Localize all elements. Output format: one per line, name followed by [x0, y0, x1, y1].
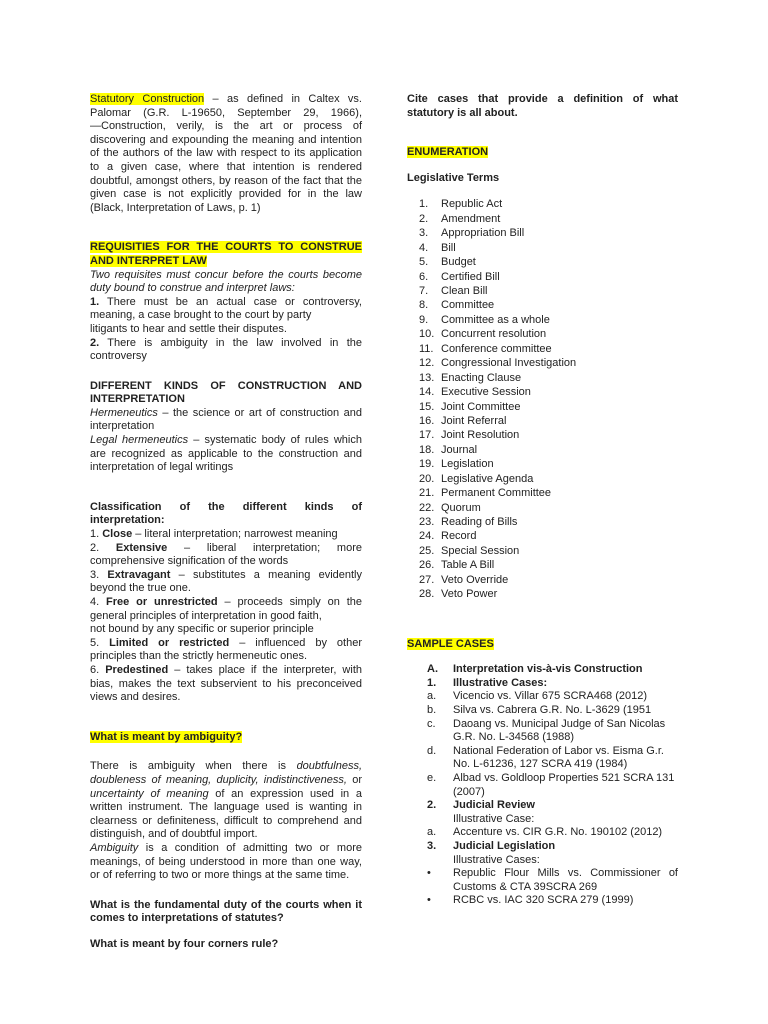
- class-6-def: – takes place if the interpreter, with bias, makes the text subservient to his preconceived views and desires.: [90, 663, 362, 704]
- sample-2-sub: Illustrative Case:: [453, 812, 535, 825]
- list-item-number: 10.: [419, 328, 435, 341]
- list-item-text: Reading of Bills: [441, 516, 518, 528]
- list-item-text: Amendment: [441, 212, 501, 225]
- class-4-def: – proceeds simply on the general principles of interpretation in good faith,: [90, 596, 362, 622]
- list-item: [407, 313, 678, 327]
- sample-1-text: Illustrative Cases:: [453, 676, 548, 689]
- list-item-text: Bill: [441, 241, 456, 254]
- enumeration-heading-text: ENUMERATION: [407, 146, 489, 159]
- list-item-number: 19.: [419, 458, 435, 471]
- class-3-num: 3.: [90, 568, 108, 581]
- ambiguity-term: Ambiguity: [90, 841, 139, 854]
- sample-1-mark: 1.: [427, 676, 437, 689]
- list-item: [407, 486, 678, 500]
- fundamental-duty-question: What is the fundamental duty of the courts when it comes to interpretations of statutes?: [90, 898, 362, 925]
- list-item-number: 22.: [419, 501, 435, 514]
- list-item-number: 16.: [419, 414, 435, 427]
- list-item: [407, 284, 678, 298]
- list-item-text: Clean Bill: [441, 285, 488, 297]
- class-6-num: 6.: [90, 663, 106, 676]
- class-2-def: – liberal interpretation; more comprehensive signification of the words: [90, 541, 362, 568]
- sample-2-text: Judicial Review: [453, 799, 535, 812]
- list-item: [407, 197, 678, 211]
- classification-item: [90, 528, 362, 542]
- list-item-number: 17.: [419, 429, 435, 442]
- class-5-term: Limited or restricted: [109, 636, 230, 649]
- list-item-number: 21.: [419, 487, 435, 500]
- list-item: [407, 255, 678, 269]
- list-item: [407, 443, 678, 457]
- list-item: [407, 472, 678, 486]
- list-item: [407, 515, 678, 529]
- list-item: [407, 385, 678, 399]
- requisites-intro: Two requisites must concur before the courts become duty bound to construe and interpret laws:: [90, 268, 362, 295]
- class-1-num: 1.: [90, 528, 103, 541]
- case-mark: c.: [427, 717, 436, 730]
- case-item: [407, 826, 678, 840]
- case-mark: b.: [427, 704, 437, 716]
- case-text: Accenture vs. CIR G.R. No. 190102 (2012): [453, 826, 663, 839]
- class-1-term: Close: [102, 528, 133, 541]
- list-item-number: 3.: [419, 227, 429, 240]
- sample-3-heading: [407, 840, 678, 854]
- ambiguity-t1: There is ambiguity when there is: [90, 760, 297, 773]
- list-item-text: Quorum: [441, 501, 481, 514]
- classification-item: [90, 596, 362, 623]
- list-item-number: 25.: [419, 544, 435, 557]
- case-text: RCBC vs. IAC 320 SCRA 279 (1999): [453, 894, 634, 907]
- list-item-text: Committee: [441, 299, 495, 312]
- sample-1-heading: [407, 677, 678, 691]
- list-item: [407, 212, 678, 226]
- list-item-text: Veto Override: [441, 573, 509, 586]
- case-text: Daoang vs. Municipal Judge of San Nicolas G.R. No. L-34568 (1988): [453, 717, 666, 744]
- list-item-number: 13.: [419, 371, 435, 384]
- list-item-text: Executive Session: [441, 386, 531, 399]
- list-item-text: Journal: [441, 443, 478, 456]
- case-text: National Federation of Labor vs. Eisma G.r. No. L-61236, 127 SCRA 419 (1984): [453, 744, 664, 771]
- statutory-construction-paragraph: [90, 93, 362, 215]
- case-text: Albad vs. Goldloop Properties 521 SCRA 131 (2007): [453, 771, 675, 798]
- case-text: Silva vs. Cabrera G.R. No. L-3629 (1951: [453, 704, 652, 716]
- list-item-number: 28.: [419, 588, 435, 601]
- list-item-text: Certified Bill: [441, 270, 500, 283]
- list-item: [407, 558, 678, 572]
- requisite-1-text: There must be an actual case or controversy, meaning, a case brought to the court by party: [90, 295, 362, 322]
- list-item: [407, 428, 678, 442]
- list-item-text: Permanent Committee: [441, 487, 552, 500]
- list-item: [407, 501, 678, 515]
- bullet-icon: •: [427, 894, 431, 907]
- sample-3-text: Judicial Legislation: [453, 839, 556, 852]
- list-item-text: Joint Referral: [441, 414, 507, 427]
- list-item-number: 7.: [419, 285, 429, 297]
- list-item: [407, 226, 678, 240]
- class-4-num: 4.: [90, 596, 107, 608]
- list-item-number: 15.: [419, 400, 435, 413]
- cite-cases-question: Cite cases that provide a definition of what statutory is all about.: [407, 93, 678, 119]
- sample-3-mark: 3.: [427, 839, 437, 852]
- list-item-text: Table A Bill: [441, 559, 495, 572]
- list-item-text: Record: [441, 530, 477, 543]
- list-item-number: 6.: [419, 270, 429, 283]
- list-item: [407, 241, 678, 255]
- list-item: [407, 327, 678, 341]
- ambiguity-t2: doubtfulness, doubleness of meaning, duplicity, indistinctiveness,: [90, 760, 362, 786]
- list-item-number: 11.: [419, 342, 434, 355]
- case-item: [407, 704, 678, 718]
- hermeneutics-definition: [90, 407, 362, 434]
- kinds-heading: DIFFERENT KINDS OF CONSTRUCTION AND INTERPRETATION: [90, 379, 362, 406]
- ambiguity-t4: uncertainty of meaning: [90, 787, 209, 800]
- list-item-number: 4.: [419, 241, 429, 254]
- list-item-number: 14.: [419, 386, 435, 399]
- class-5-def: – influenced by other principles than the strictly hermeneutic ones.: [90, 636, 363, 663]
- list-item-text: Joint Committee: [441, 400, 521, 413]
- list-item-text: Joint Resolution: [441, 429, 520, 442]
- hermeneutics-term: Hermeneutics: [90, 406, 158, 419]
- list-item: [407, 400, 678, 414]
- legislative-terms-list: [407, 197, 678, 601]
- right-column: [407, 93, 678, 908]
- list-item-number: 1.: [419, 198, 429, 211]
- list-item: [407, 270, 678, 284]
- list-item-number: 27.: [419, 573, 435, 586]
- case-item: [407, 867, 678, 894]
- requisites-heading-text: REQUISITIES FOR THE COURTS TO CONSTRUE AND INTERPRET LAW: [90, 241, 362, 267]
- list-item: [407, 457, 678, 471]
- case-text: Vicencio vs. Villar 675 SCRA468 (2012): [453, 690, 648, 703]
- list-item-text: Enacting Clause: [441, 371, 522, 384]
- class-4-term: Free or unrestricted: [106, 596, 218, 608]
- list-item-text: Committee as a whole: [441, 313, 550, 326]
- list-item-number: 5.: [419, 256, 429, 269]
- list-item-number: 26.: [419, 559, 435, 572]
- sample-2-mark: 2.: [427, 799, 437, 812]
- case-mark: d.: [427, 744, 437, 757]
- sample-a-text: Interpretation vis-à-vis Construction: [453, 663, 643, 676]
- statutory-construction-term: Statutory Construction: [90, 93, 205, 105]
- sample-3-sub: Illustrative Cases:: [453, 853, 540, 866]
- requisites-heading: [90, 241, 362, 268]
- class-2-term: Extensive: [115, 541, 168, 554]
- class-6-term: Predestined: [105, 663, 169, 676]
- case-item: [407, 772, 678, 799]
- requisite-2-text: There is ambiguity in the law involved in the controversy: [90, 336, 362, 363]
- case-item: [407, 690, 678, 704]
- statutory-construction-definition: – as defined in Caltex vs. Palomar (G.R. L-19650, September 29, 1966), ―Construction, verily, is the art or process of discovering and expounding the meaning and intention of the authors of the law with respect to its application to a given case, where that intention is rendered doubtful, amongst others, by reason of the fact that the given case is not explicitly provided for in the law (Black, Interpretation of Laws, p. 1): [90, 93, 362, 214]
- class-2-num: 2.: [90, 541, 116, 554]
- enumeration-heading: [407, 146, 678, 160]
- list-item: [407, 587, 678, 601]
- four-corners-question: What is meant by four corners rule?: [90, 937, 279, 950]
- requisite-1: [90, 296, 362, 323]
- case-item: [407, 894, 678, 908]
- class-5-num: 5.: [90, 636, 110, 649]
- list-item-text: Special Session: [441, 544, 520, 557]
- legal-hermeneutics-definition: [90, 434, 362, 475]
- requisite-1-continued: litigants to hear and settle their disputes.: [90, 322, 287, 335]
- ambiguity-heading: [90, 731, 362, 745]
- classification-item: [90, 664, 362, 705]
- ambiguity-heading-text: What is meant by ambiguity?: [90, 730, 243, 743]
- list-item: [407, 371, 678, 385]
- list-item-text: Congressional Investigation: [441, 357, 577, 370]
- list-item-text: Legislation: [441, 458, 494, 471]
- requisite-2: [90, 337, 362, 364]
- sample-a-mark: A.: [427, 663, 438, 676]
- bullet-icon: •: [427, 867, 431, 880]
- list-item: [407, 529, 678, 543]
- list-item: [407, 544, 678, 558]
- list-item: [407, 573, 678, 587]
- list-item-number: 12.: [419, 357, 435, 370]
- hermeneutics-def: – the science or art of construction and interpretation: [90, 406, 362, 433]
- list-item: [407, 298, 678, 312]
- legal-hermeneutics-def: – systematic body of rules which are recognized as applicable to the construction and interpretation of legal writings: [90, 434, 362, 474]
- ambiguity-t3: or: [346, 773, 362, 786]
- sample-cases-heading-text: SAMPLE CASES: [407, 637, 494, 650]
- list-item: [407, 356, 678, 370]
- list-item: [407, 342, 678, 356]
- class-3-term: Extravagant: [107, 568, 171, 581]
- list-item-number: 20.: [419, 472, 435, 485]
- list-item-text: Conference committee: [441, 342, 552, 355]
- case-text: Republic Flour Mills vs. Commissioner of Customs & CTA 39SCRA 269: [453, 867, 678, 893]
- class-1-def: – literal interpretation; narrowest meaning: [132, 528, 338, 541]
- list-item-text: Republic Act: [441, 198, 503, 211]
- list-item-text: Legislative Agenda: [441, 472, 534, 485]
- case-mark: a.: [427, 690, 437, 703]
- sample-a-heading: [407, 663, 678, 677]
- ambiguity-t5: of an expression used in a written instrument. The language used is wanting in clearness or definiteness, difficult to comprehend and distinguish, and of doubtful import.: [90, 787, 362, 841]
- ambiguity-paragraph: [90, 760, 362, 842]
- list-item-number: 9.: [419, 313, 429, 326]
- requisite-2-number: 2.: [90, 336, 100, 349]
- ambiguity-definition: [90, 842, 362, 883]
- classification-heading: Classification of the different kinds of interpretation:: [90, 500, 362, 527]
- case-item: [407, 718, 678, 745]
- class-3-def: – substitutes a meaning evidently beyond the true one.: [90, 568, 363, 595]
- ambiguity-def: is a condition of admitting two or more meanings, of being understood in more than one way, or of referring to two or more things at the same time.: [90, 841, 362, 882]
- legal-hermeneutics-term: Legal hermeneutics: [90, 434, 189, 447]
- classification-item: [90, 542, 362, 569]
- sample-2-heading: [407, 799, 678, 813]
- legislative-terms-heading: Legislative Terms: [407, 171, 500, 184]
- list-item-text: Concurrent resolution: [441, 328, 547, 341]
- classification-item-4-continued: not bound by any specific or superior principle: [90, 623, 314, 636]
- case-item: [407, 745, 678, 772]
- left-column: [90, 93, 362, 951]
- list-item-number: 2.: [419, 212, 429, 225]
- classification-item: [90, 637, 362, 664]
- list-item-text: Appropriation Bill: [441, 227, 525, 240]
- list-item-number: 24.: [419, 530, 435, 543]
- classification-item: [90, 569, 362, 596]
- list-item-text: Budget: [441, 256, 476, 269]
- case-mark: e.: [427, 771, 437, 784]
- list-item-number: 18.: [419, 443, 435, 456]
- list-item-number: 23.: [419, 516, 435, 528]
- case-mark: a.: [427, 826, 437, 839]
- list-item-text: Veto Power: [441, 588, 498, 601]
- sample-cases-heading: [407, 638, 678, 652]
- list-item: [407, 414, 678, 428]
- requisite-1-number: 1.: [90, 295, 100, 308]
- list-item-number: 8.: [419, 299, 429, 312]
